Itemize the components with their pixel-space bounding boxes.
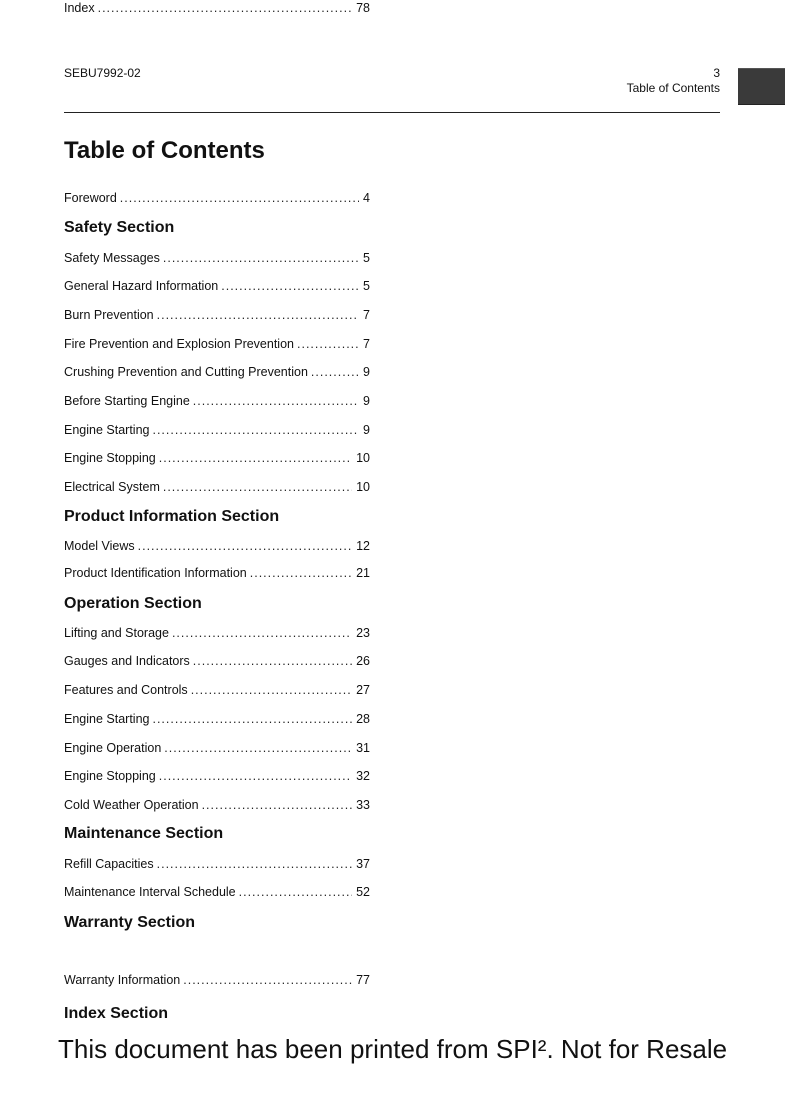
toc-section-heading: Operation Section — [64, 595, 202, 612]
toc-entry[interactable] — [64, 565, 370, 581]
dot-leader — [120, 190, 359, 206]
toc-entry-page: 78 — [356, 1, 370, 15]
toc-entry[interactable] — [64, 884, 370, 900]
toc-entry[interactable] — [64, 278, 370, 294]
toc-entry-label: Engine Starting — [64, 712, 150, 726]
toc-entry-page: 5 — [363, 279, 370, 293]
toc-entry-page: 7 — [363, 308, 370, 322]
toc-entry-label: Refill Capacities — [64, 857, 154, 871]
toc-entry[interactable] — [64, 307, 370, 323]
toc-entry-page: 32 — [356, 769, 370, 783]
section-thumb-tab — [738, 68, 785, 105]
dot-leader — [193, 393, 359, 409]
dot-leader — [163, 479, 352, 495]
dot-leader — [98, 0, 353, 16]
dot-leader — [183, 972, 352, 988]
toc-entry[interactable] — [64, 682, 370, 698]
page-number: 3 — [713, 66, 720, 80]
dot-leader — [221, 278, 359, 294]
dot-leader — [157, 856, 352, 872]
toc-entry[interactable] — [64, 422, 370, 438]
dot-leader — [297, 336, 359, 352]
dot-leader — [191, 682, 352, 698]
toc-entry-page: 9 — [363, 394, 370, 408]
toc-entry-label: General Hazard Information — [64, 279, 219, 293]
toc-entry-label: Crushing Prevention and Cutting Prevention — [64, 365, 308, 379]
toc-entry[interactable] — [64, 740, 370, 756]
toc-entry[interactable] — [64, 450, 370, 466]
toc-entry-page: 12 — [356, 539, 370, 553]
document-number: SEBU7992-02 — [64, 66, 141, 80]
toc-entry[interactable] — [64, 190, 370, 206]
dot-leader — [152, 422, 359, 438]
toc-section-heading: Product Information Section — [64, 508, 280, 525]
toc-entry-page: 21 — [356, 566, 370, 580]
toc-entry-page: 5 — [363, 251, 370, 265]
toc-entry-label: Features and Controls — [64, 683, 188, 697]
dot-leader — [152, 711, 352, 727]
toc-entry-label: Engine Stopping — [64, 451, 156, 465]
dot-leader — [250, 565, 352, 581]
toc-entry[interactable] — [64, 625, 370, 641]
dot-leader — [159, 768, 352, 784]
toc-entry-label: Index — [64, 1, 95, 15]
dot-leader — [311, 364, 359, 380]
toc-entry[interactable] — [64, 797, 370, 813]
toc-entry-page: 37 — [356, 857, 370, 871]
toc-entry-label: Gauges and Indicators — [64, 654, 190, 668]
toc-entry-page: 9 — [363, 423, 370, 437]
dot-leader — [193, 653, 352, 669]
toc-entry[interactable] — [64, 711, 370, 727]
toc-entry-label: Engine Operation — [64, 741, 162, 755]
toc-entry-page: 33 — [356, 798, 370, 812]
toc-section-heading: Safety Section — [64, 219, 175, 236]
toc-entry-page: 7 — [363, 337, 370, 351]
toc-entry[interactable] — [64, 479, 370, 495]
toc-entry-page: 26 — [356, 654, 370, 668]
toc-entry[interactable] — [64, 653, 370, 669]
header-divider — [64, 112, 720, 113]
toc-entry-label: Product Identification Information — [64, 566, 247, 580]
toc-section-heading: Index Section — [64, 1005, 169, 1022]
toc-entry[interactable] — [64, 972, 370, 988]
toc-section-heading: Maintenance Section — [64, 825, 224, 842]
toc-entry[interactable] — [64, 364, 370, 380]
toc-entry-label: Lifting and Storage — [64, 626, 169, 640]
toc-entry[interactable] — [64, 538, 370, 554]
toc-entry-label: Electrical System — [64, 480, 160, 494]
dot-leader — [138, 538, 352, 554]
footer-notice: This document has been printed from SPI². Not for Resale — [58, 1034, 728, 1064]
toc-entry-page: 9 — [363, 365, 370, 379]
toc-entry-label: Cold Weather Operation — [64, 798, 199, 812]
running-title: Table of Contents — [626, 81, 720, 95]
dot-leader — [202, 797, 353, 813]
toc-section-heading: Warranty Section — [64, 914, 195, 931]
toc-entry-page: 27 — [356, 683, 370, 697]
toc-entry-page: 77 — [356, 973, 370, 987]
dot-leader — [239, 884, 352, 900]
toc-entry-label: Engine Starting — [64, 423, 150, 437]
toc-entry[interactable] — [64, 768, 370, 784]
toc-entry-label: Safety Messages — [64, 251, 160, 265]
toc-entry-label: Engine Stopping — [64, 769, 156, 783]
toc-entry-label: Warranty Information — [64, 973, 181, 987]
dot-leader — [157, 307, 359, 323]
toc-entry[interactable] — [64, 0, 370, 16]
toc-entry-page: 23 — [356, 626, 370, 640]
toc-entry-label: Burn Prevention — [64, 308, 154, 322]
toc-entry-page: 4 — [363, 191, 370, 205]
toc-entry-label: Model Views — [64, 539, 135, 553]
toc-entry-page: 52 — [356, 885, 370, 899]
toc-entry-label: Maintenance Interval Schedule — [64, 885, 236, 899]
toc-entry-page: 31 — [356, 741, 370, 755]
page-title: Table of Contents — [64, 137, 265, 164]
toc-entry-page: 28 — [356, 712, 370, 726]
toc-entry[interactable] — [64, 393, 370, 409]
toc-entry[interactable] — [64, 250, 370, 266]
dot-leader — [172, 625, 352, 641]
toc-entry[interactable] — [64, 856, 370, 872]
toc-entry-label: Fire Prevention and Explosion Prevention — [64, 337, 294, 351]
dot-leader — [164, 740, 352, 756]
dot-leader — [163, 250, 359, 266]
toc-entry-page: 10 — [356, 451, 370, 465]
toc-entry-label: Foreword — [64, 191, 117, 205]
toc-entry[interactable] — [64, 336, 370, 352]
toc-entry-label: Before Starting Engine — [64, 394, 190, 408]
toc-entry-page: 10 — [356, 480, 370, 494]
dot-leader — [159, 450, 352, 466]
